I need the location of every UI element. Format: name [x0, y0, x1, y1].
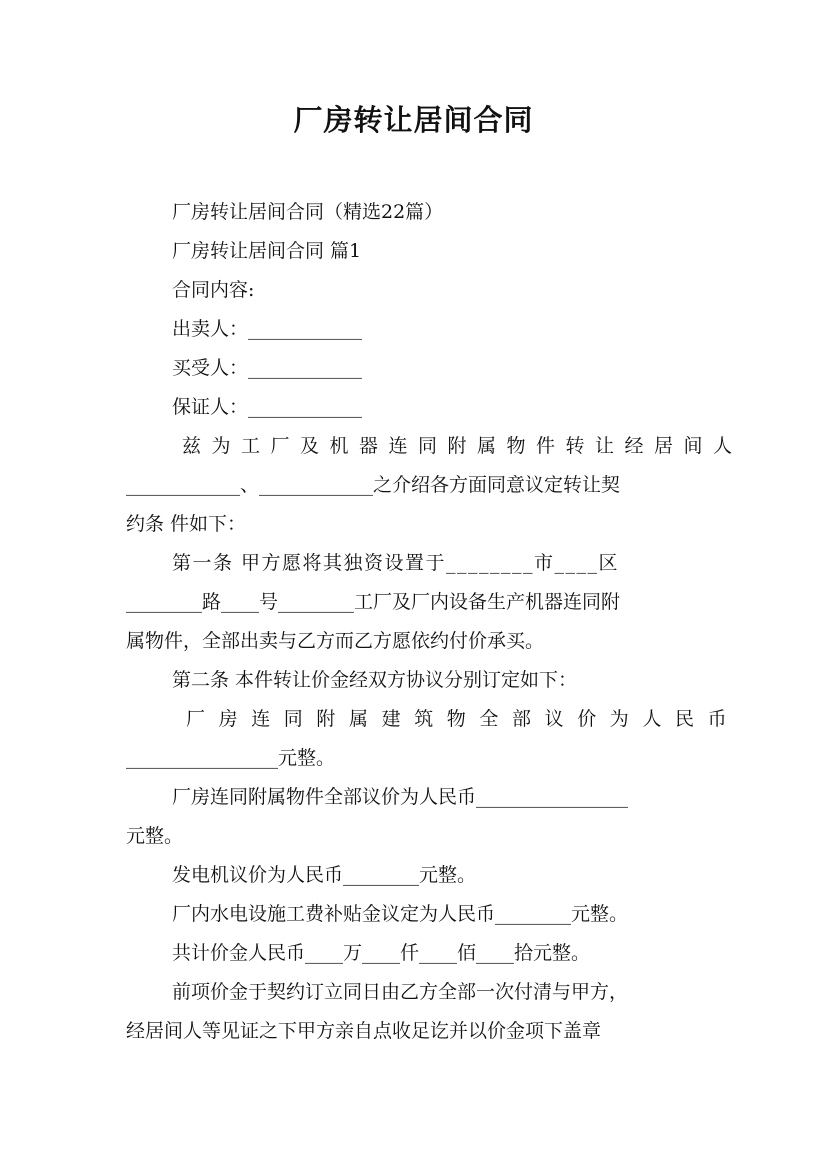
total-price-line: 共计价金人民币____万____仟____佰____拾元整。	[172, 942, 591, 964]
price-item-line: 元整。	[126, 825, 184, 847]
paragraph-line: 约条 件如下：	[126, 513, 247, 535]
paragraph-line: ____________、____________之介绍各方面同意议定转让契	[126, 474, 621, 496]
article-one-line: 第一条 甲方愿将其独资设置于________市____区	[172, 552, 620, 574]
article-one-line: 属物件，全部出卖与乙方而乙方愿依约付价承买。	[126, 630, 545, 652]
paragraph-line: 兹为工厂及机器连同附属物件转让经居间人	[182, 435, 743, 457]
article-two-line: 第二条 本件转让价金经双方协议分别订定如下：	[172, 669, 578, 691]
section-heading: 厂房转让居间合同 篇1	[172, 240, 362, 262]
paragraph-line: 经居间人等见证之下甲方亲自点收足讫并以价金项下盖章	[126, 1020, 602, 1042]
subtitle-line: 厂房转让居间合同（精选22篇）	[172, 201, 444, 223]
price-item-line: 厂内水电设施工费补贴金议定为人民币________元整。	[172, 903, 629, 925]
guarantor-field: 保证人：____________	[172, 396, 363, 418]
article-one-line: ________路____号________工厂及厂内设备生产机器连同附	[126, 591, 621, 613]
document-title: 厂房转让居间合同	[293, 103, 534, 137]
contract-content-label: 合同内容:	[172, 279, 255, 301]
seller-field: 出卖人：____________	[172, 318, 363, 340]
paragraph-line: 前项价金于契约订立同日由乙方全部一次付清与甲方，	[172, 981, 629, 1003]
price-item-line: ________________元整。	[126, 747, 336, 769]
price-item-line: 厂房连同附属建筑物全部议价为人民币	[186, 708, 741, 730]
price-item-line: 发电机议价为人民币________元整。	[172, 864, 477, 886]
price-item-line: 厂房连同附属物件全部议价为人民币________________	[172, 786, 629, 808]
buyer-field: 买受人：____________	[172, 357, 363, 379]
